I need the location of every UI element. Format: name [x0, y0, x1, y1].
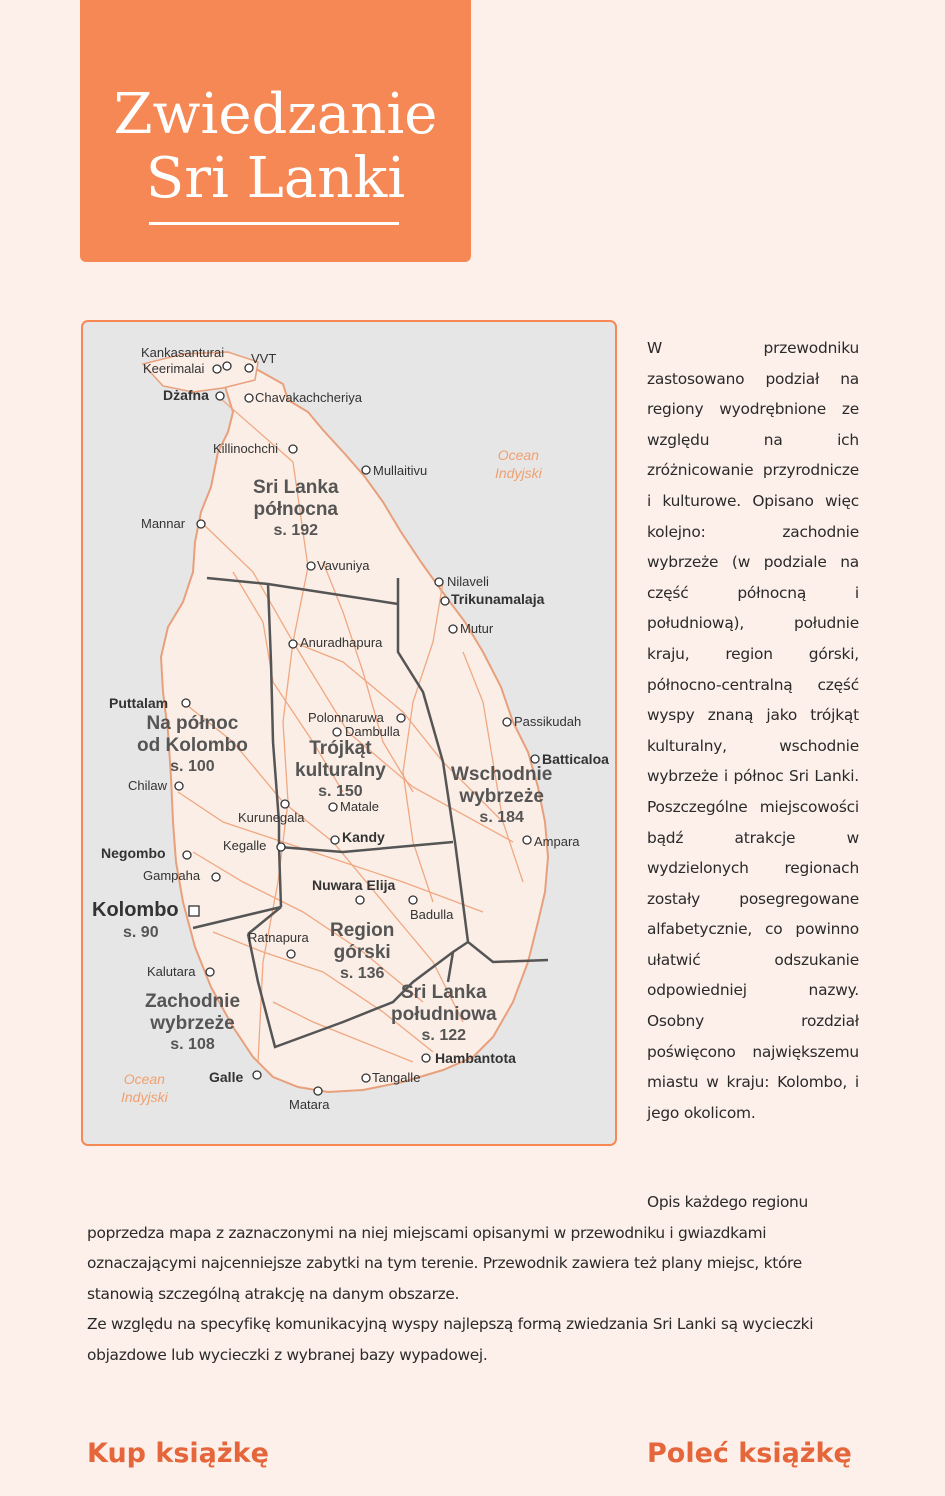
label-trikunamalaja: Trikunamalaja: [451, 591, 545, 607]
label-mutur: Mutur: [460, 621, 494, 636]
label-kegalle: Kegalle: [223, 838, 267, 853]
label-kankasanturai: Kankasanturai: [141, 345, 225, 360]
title-underline: [149, 222, 399, 225]
label-tangalle: Tangalle: [372, 1070, 421, 1085]
label-mullaitivu: Mullaitivu: [373, 463, 428, 478]
label-matara: Matara: [289, 1097, 330, 1112]
paragraph-transport: Ze względu na specyfikę komunikacyjną wyspy najlepszą formą zwiedzania Sri Lanki są wycieczki objazdowe lub wycieczki z wybranej bazy wypadowej.: [87, 1315, 814, 1364]
label-vavuniya: Vavuniya: [317, 558, 370, 573]
title-line-1: Zwiedzanie: [113, 82, 438, 147]
label-passikudah: Passikudah: [514, 714, 582, 729]
region-north: Sri Lanka północna s. 192: [253, 477, 339, 539]
buy-book-link[interactable]: Kup książkę: [87, 1438, 269, 1469]
label-batticaloa: Batticaloa: [542, 751, 609, 767]
region-west-coast: Zachodnie wybrzeże s. 108: [145, 991, 241, 1053]
label-puttalam: Puttalam: [109, 695, 169, 711]
label-keerimalai: Keerimalai: [143, 361, 205, 376]
intro-paragraph: W przewodniku zastosowano podział na regiony wyodrębnione ze względu na ich zróżnicowanie przyrodnicze i kulturowe. Opisano więc kolejno: zachodnie wybrzeże (w podziale na część północną i południową), południe kraju, region górski, północno-centralną część wyspy znaną jako trójkąt kulturalny, wschodnie wybrzeże i północ Sri Lanki. Poszczególne miejscowości bądź atrakcje w wydzielonych regionach zostały posegregowane alfabetycznie, co powinno ułatwić odszukanie odpowiedniej nazwy. Osobny rozdział poświęcono największemu miastu w kraju: Kolombo, i jego okolicom.: [647, 339, 859, 1122]
label-anuradhapura: Anuradhapura: [300, 635, 383, 650]
label-chavakachcheriya: Chavakachcheriya: [255, 390, 362, 405]
label-nilaveli: Nilaveli: [447, 574, 489, 589]
region-south: Sri Lanka południowa s. 122: [391, 982, 497, 1044]
label-hambantota: Hambantota: [435, 1050, 516, 1066]
label-mannar: Mannar: [141, 516, 186, 531]
title-banner: [80, 0, 471, 262]
sri-lanka-region-map: [81, 320, 617, 1146]
label-galle: Galle: [209, 1069, 244, 1085]
region-cultural-triangle: Trójkąt kulturalny s. 150: [295, 738, 386, 800]
region-hill-country: Region górski s. 136: [330, 920, 395, 982]
title-line-2: Sri Lanki: [145, 146, 406, 211]
label-dzafna: Dżafna: [163, 387, 209, 403]
label-badulla: Badulla: [410, 907, 454, 922]
label-kolombo: Kolombo: [92, 899, 179, 921]
region-north-of-colombo: Na północ od Kolombo s. 100: [137, 713, 248, 775]
label-ampara: Ampara: [534, 834, 580, 849]
label-nuwara-elija: Nuwara Elija: [312, 877, 396, 893]
ocean-label-sw: Ocean Indyjski: [121, 1071, 168, 1105]
paragraph-region-description: Opis każdego regionu poprzedza mapa z zaznaczonymi na niej miejscami opisanymi w przewodniku i gwiazdkami oznaczającymi najcenniejsze zabytki na tym terenie. Przewodnik zawiera też plany miejsc, które stanowią szczególną atrakcję na danym obszarze.: [87, 1193, 808, 1303]
label-kalutara: Kalutara: [147, 964, 196, 979]
label-matale: Matale: [340, 799, 380, 814]
label-dambulla: Dambulla: [345, 724, 400, 739]
label-kandy: Kandy: [342, 829, 385, 845]
recommend-book-link[interactable]: Poleć książkę: [647, 1438, 852, 1469]
ocean-label-ne: Ocean Indyjski: [495, 447, 542, 481]
label-killinochchi: Killinochchi: [213, 441, 279, 456]
label-polonnaruwa: Polonnaruwa: [308, 710, 384, 725]
region-colombo: s. 90: [123, 924, 159, 941]
label-kurunegala: Kurunegala: [238, 810, 305, 825]
label-vvt: VVT: [251, 351, 277, 366]
region-east-coast: Wschodnie wybrzeże s. 184: [451, 764, 553, 826]
label-ratnapura: Ratnapura: [248, 930, 309, 945]
label-negombo: Negombo: [101, 845, 166, 861]
label-gampaha: Gampaha: [143, 868, 201, 883]
label-chilaw: Chilaw: [128, 778, 168, 793]
body-text: [87, 1187, 859, 1371]
